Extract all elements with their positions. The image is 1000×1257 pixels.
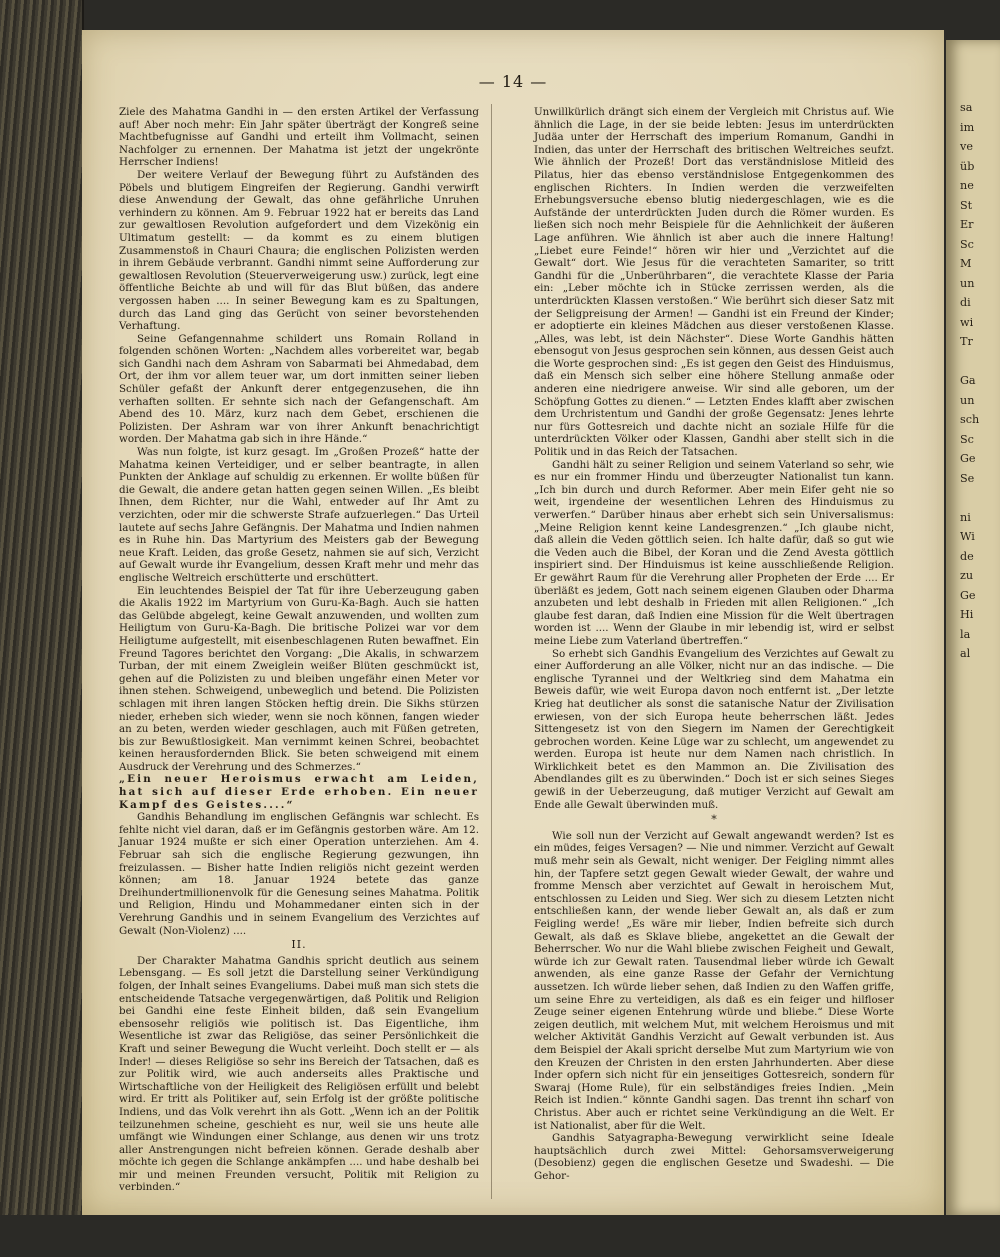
spaced-quote: „Ein neuer Heroismus erwacht am Leiden, hat sich auf dieser Erde erhoben. Ein neuer Kampf des Geistes....“ <box>119 773 479 811</box>
right-column <box>534 106 894 1182</box>
paragraph: Gandhis Behandlung im englischen Gefängnis war schlecht. Es fehlte nicht viel daran, daß er im Gefängnis gestorben wäre. Am 12. Januar 1924 mußte er sich einer Operation unterziehen. Am 4. Februar sah sich die englische Regierung gezwungen, ihn freizulassen. — Bisher hatte Indien religiös nicht gezeint werden können; am 18. Januar 1924 betete das ganze Dreihundertmillionenvolk für die Genesung seines Mahatma. Politik und Religion, Hindu und Mohammedaner einten sich in der Verehrung Gandhis und in seinem Evangelium des Verzichtes auf Gewalt (Non-Violenz) .... <box>119 811 479 937</box>
scan-background <box>0 1215 1000 1257</box>
book-binding <box>0 0 84 1257</box>
paragraph: So erhebt sich Gandhis Evangelium des Verzichtes auf Gewalt zu einer Aufforderung an alle Völker, nicht nur an das indische. — Die englische Tyrannei und der Weltkrieg sind dem Mahatma ein Beweis dafür, wie weit Europa davon noch entfernt ist. „Der letzte Krieg hat deutlicher als sonst die satanische Natur der Zivilisation erwiesen, von der sich Europa heute beherrschen läßt. Jedes Sittengesetz ist von den Siegern im Namen der Gerechtigkeit gebrochen worden. Keine Lüge war zu schlecht, um angewendet zu werden. Europa ist heute nur dem Namen nach christlich. In Wirklichkeit betet es den Mammon an. Die Zivilisation des Abendlandes gilt es zu überwinden.“ Doch ist er sich seines Sieges gewiß in der Ueberzeugung, daß mutiger Verzicht auf Gewalt am Ende alle Gewalt überwinden muß. <box>534 647 894 811</box>
paragraph: Wie soll nun der Verzicht auf Gewalt angewandt werden? Ist es ein müdes, feiges Versagen? — Nie und nimmer. Verzicht auf Gewalt muß mehr sein als Gewalt, nicht weniger. Der Feigling nimmt alles hin, der Tapfere setzt gegen Gewalt wieder Gewalt, der wahre und fromme Mensch aber verzichtet auf Gewalt in heroischem Mut, entschlossen zu Leiden und Sieg. Wer sich zu diesem Letzten nicht entschließen kann, der wende lieber Gewalt an, als daß er zum Feigling werde! „Es wäre mir lieber, Indien befreite sich durch Gewalt, als daß es Sklave bliebe, angekettet an die Gewalt der Beherrscher. Wo nur die Wahl bliebe zwischen Feigheit und Gewalt, würde ich zur Gewalt raten. Tausendmal lieber würde ich Gewalt anwenden, als eine ganze Rasse der Gefahr der Vernichtung aussetzen. Ich würde lieber sehen, daß Indien zu den Waffen griffe, um seine Ehre zu verteidigen, als daß es ein feiger und hilfloser Zeuge seiner eigenen Entehrung würde und bliebe.“ Diese Worte zeigen deutlich, mit welchem Mut, mit welchem Heroismus und mit welcher Aktivität Gandhis Verzicht auf Gewalt verbunden ist. Aus dem Beispiel der Akali spricht derselbe Mut zum Martyrium wie von den Kreuzen der Christen in den ersten Jahrhunderten. Aber diese Inder opfern sich nicht für ein jenseitiges Gottesreich, sondern für Swaraj (Home Rule), für ein selbständiges freies Indien. „Mein Reich ist Indien.“ könnte Gandhi sagen. Das trennt ihn scharf von Christus. Aber auch er richtet seine Verkündigung an die Welt. Er ist Nationalist, aber für die Welt. <box>534 829 894 1132</box>
paragraph: Seine Gefangennahme schildert uns Romain Rolland in folgenden schönen Worten: „Nachdem alles vorbereitet war, begab sich Gandhi nach dem Ashram von Sabarmati bei Ahmedabad, dem Ort, der ihm vor allem teuer war, um dort inmitten seiner lieben Schüler gefaßt der Ankunft derer entgegenzusehen, die ihn verhaften sollten. Er sehnte sich nach der Gefangenschaft. Am Abend des 10. März, kurz nach dem Gebet, erschienen die Polizisten. Der Ashram war von ihrer Ankunft benachrichtigt worden. Der Mahatma gab sich in ihre Hände.“ <box>119 332 479 446</box>
section-separator: * <box>711 813 717 827</box>
paragraph: Ein leuchtendes Beispiel der Tat für ihre Ueberzeugung gaben die Akalis 1922 im Martyrium von Guru-Ka-Bagh. Auch sie hatten das Gelübde abgelegt, keine Gewalt anzuwenden, und wollten zum Heiligtum von Guru-Ka-Bagh. Die britische Polizei war vor dem Heiligtume aufgestellt, mit eisenbeschlagenen Ruten bewaffnet. Ein Freund Tagores berichtet den Vorgang: „Die Akalis, in schwarzem Turban, der mit einem Zweiglein weißer Blüten geschmückt ist, gehen auf die Polizisten zu und bleiben ungefähr einen Meter vor ihnen stehen. Schweigend, unbeweglich und betend. Die Polizisten schlagen mit ihren langen Stöcken heftig drein. Die Sikhs stürzen nieder, erheben sich wieder, wenn sie noch können, fangen wieder an zu beten, werden wieder geschlagen, auch mit Füßen getreten, bis zur Bewußtlosigkeit. Man vernimmt keinen Schrei, beobachtet keinen herausfordernden Blick. Sie beten schweigend mit einem Ausdruck der Verehrung und des Schmerzes.“ <box>119 584 479 773</box>
column-divider <box>491 104 492 1199</box>
paragraph: Der Charakter Mahatma Gandhis spricht deutlich aus seinem Lebensgang. — Es soll jetzt die Darstellung seiner Verkündigung folgen, der Inhalt seines Evangeliums. Dabei muß man sich stets die entscheidende Tatsache vergegenwärtigen, daß Politik und Religion bei Gandhi eine feste Einheit bilden, daß sein Evangelium ebensosehr religiös wie politisch ist. Das Eigentliche, ihm Wesentliche ist zwar das Religiöse, das seiner Persönlichkeit die Kraft und seiner Bewegung die Wucht verleiht. Doch stellt er — als Inder! — dieses Religiöse so sehr ins Bereich der Tatsachen, daß es zur Politik wird, wie auch anderseits alles Praktische und Wirtschaftliche von der Heiligkeit des Religiösen erfüllt und belebt wird. Er tritt als Politiker auf, sein Erfolg ist der größte politische Indiens, und das Volk verehrt ihn als Gott. „Wenn ich an der Politik teilzunehmen scheine, geschieht es nur, weil sie uns heute alle umfängt wie Windungen einer Schlange, aus denen wir uns trotz aller Anstrengungen nicht befreien können. Gerade deshalb aber möchte ich gegen die Schlange ankämpfen .... und habe deshalb bei mir und meinen Freunden versucht, Politik mit Religion zu verbinden.“ <box>119 954 479 1194</box>
paragraph: Der weitere Verlauf der Bewegung führt zu Aufständen des Pöbels und blutigem Eingreifen der Regierung. Gandhi verwirft diese Anwendung der Gewalt, das ohne gefährliche Unruhen verhindern zu können. Am 9. Februar 1922 hat er bereits das Land zur gewaltlosen Revolution aufgefordert und dem Vizekönig ein Ultimatum gestellt: — da kommt es zu einem blutigen Zusammenstoß in Chauri Chaura; die englischen Polizisten werden in ihrem Gebäude verbrannt. Gandhi nimmt seine Aufforderung zur gewaltlosen Revolution (Steuerverweigerung usw.) zurück, legt eine öffentliche Beichte ab und will für das Blut büßen, das andere vergossen haben .... In seiner Bewegung kam es zu Spaltungen, durch das Land ging das Gerücht von seiner bevorstehenden Verhaftung. <box>119 168 479 333</box>
paragraph: Gandhis Satyagrapha-Bewegung verwirklicht seine Ideale hauptsächlich durch zwei Mittel: Gehorsamsverweigerung (Desobienz) gegen die englischen Gesetze und Swadeshi. — Die Gehor- <box>534 1132 894 1182</box>
paragraph: Gandhi hält zu seiner Religion und seinem Vaterland so sehr, wie es nur ein frommer Hindu und überzeugter Nationalist tun kann. „Ich bin durch und durch Reformer. Aber mein Eifer geht nie so weit, irgendeine der wesentlichen Lehren des Hinduismus zu verwerfen.“ Darüber hinaus aber erhebt sich sein Universalismus: „Meine Religion kennt keine Landesgrenzen.“ „Ich glaube nicht, daß allein die Veden göttlich seien. Ich halte dafür, daß so gut wie die Veden auch die Bibel, der Koran und die Zend Avesta göttlich inspiriert sind. Der Hinduismus ist keine ausschließende Religion. Er gewährt Raum für die Verehrung aller Propheten der Erde .... Er überläßt es jedem, Gott nach seinem eigenen Glauben oder Dharma anzubeten und lebt deshalb in Frieden mit allen Religionen.“ „Ich glaube fest daran, daß Indien eine Mission für die Welt übertragen worden ist .... Wenn der Glaube in mir lebendig ist, wird er selbst meine Liebe zum Vaterland übertreffen.“ <box>534 458 894 647</box>
paragraph: Unwillkürlich drängt sich einem der Vergleich mit Christus auf. Wie ähnlich die Lage, in der sie beide lebten: Jesus im unterdrückten Judäa unter der Herrschaft des imperium Romanum, Gandhi in Indien, das unter der Herrschaft des britischen Weltreiches seufzt. Wie ähnlich der Prozeß! Dort das verständnislose Mitleid des Pilatus, hier das ebenso verständnislose Entgegenkommen des englischen Richters. In Indien werden die verzweifelten Erhebungsversuche ebenso blutig niedergeschlagen, wie es die Aufstände der unterdrückten Juden durch die Römer wurden. Es ließen sich noch mehr Beispiele für die Aehnlichkeit der äußeren Lage anführen. Wie ähnlich ist aber auch die innere Haltung! „Liebet eure Feinde!“ hören wir hier und „Verzichtet auf die Gewalt“ dort. Wie Jesus für die verachteten Samariter, so tritt Gandhi für die „Unberührbaren“, die verachtete Klasse der Paria ein: „Leber möchte ich in Stücke zerrissen werden, als die unterdrückten Klassen verstoßen.“ Wie berührt sich dieser Satz mit der Seligpreisung der Armen! — Gandhi ist ein Freund der Kinder; er adoptierte ein kleines Mädchen aus dieser verstoßenen Klasse. „Alles, was lebt, ist dein Nächster“. Diese Worte Gandhis hätten ebensogut von Jesus gesprochen sein können, aus dessen Geist auch die Worte gesprochen sind: „Es ist gegen den Geist des Hinduismus, daß ein Mensch sich selber eine höhere Stellung anmaße oder anderen eine niedrigere anweise. Wir sind alle geboren, um der Schöpfung Gottes zu dienen.“ — Letzten Endes klafft aber zwischen dem Urchristentum und Gandhi der große Gegensatz: Jenes lehrte nur fürs Gottesreich und dachte nicht an soziale Hilfe für die unterdrückten Völker oder Klassen, Gandhi aber stellt sich in die Politik und in das Reich der Tatsachen. <box>534 106 894 459</box>
left-column <box>119 106 479 1194</box>
paragraph: Ziele des Mahatma Gandhi in — den ersten Artikel der Verfassung auf! Aber noch mehr: Ein Jahr später überträgt der Kongreß seine Machtbefugnisse auf Gandhi und erteilt ihm Vollmacht, seinen Nachfolger zu ernennen. Der Mahatma ist jetzt der ungekrönte Herrscher Indiens! <box>119 106 479 169</box>
book-page <box>82 30 944 1215</box>
paragraph: Was nun folgte, ist kurz gesagt. Im „Großen Prozeß“ hatte der Mahatma keinen Verteidiger, und er selber beantragte, in allen Punkten der Anklage auf schuldig zu erkennen. Er wollte büßen für die Gewalt, die andere getan hatten gegen seinen Willen. „Es bleibt Ihnen, dem Richter, nur die Wahl, entweder auf Ihr Amt zu verzichten, oder mir die schwerste Strafe aufzuerlegen.“ Das Urteil lautete auf sechs Jahre Gefängnis. Der Mahatma und Indien nahmen es in Ruhe hin. Das Martyrium des Meisters gab der Bewegung neue Kraft. Leiden, das große Gesetz, nahmen sie auf sich, Verzicht auf Gewalt wurde ihr Evangelium, dessen Kraft mehr und mehr das englische Weltreich erschütterte und erschüttert. <box>119 446 479 584</box>
adjacent-page-text: sa im ve üb ne St Er Sc M un di wi Tr Ga un sch Sc Ge Se ni Wi de zu Ge Hi la al <box>960 101 980 660</box>
section-heading: II. <box>291 938 307 952</box>
adjacent-page-edge <box>946 40 1000 1215</box>
page-number: — 14 — <box>478 72 548 91</box>
